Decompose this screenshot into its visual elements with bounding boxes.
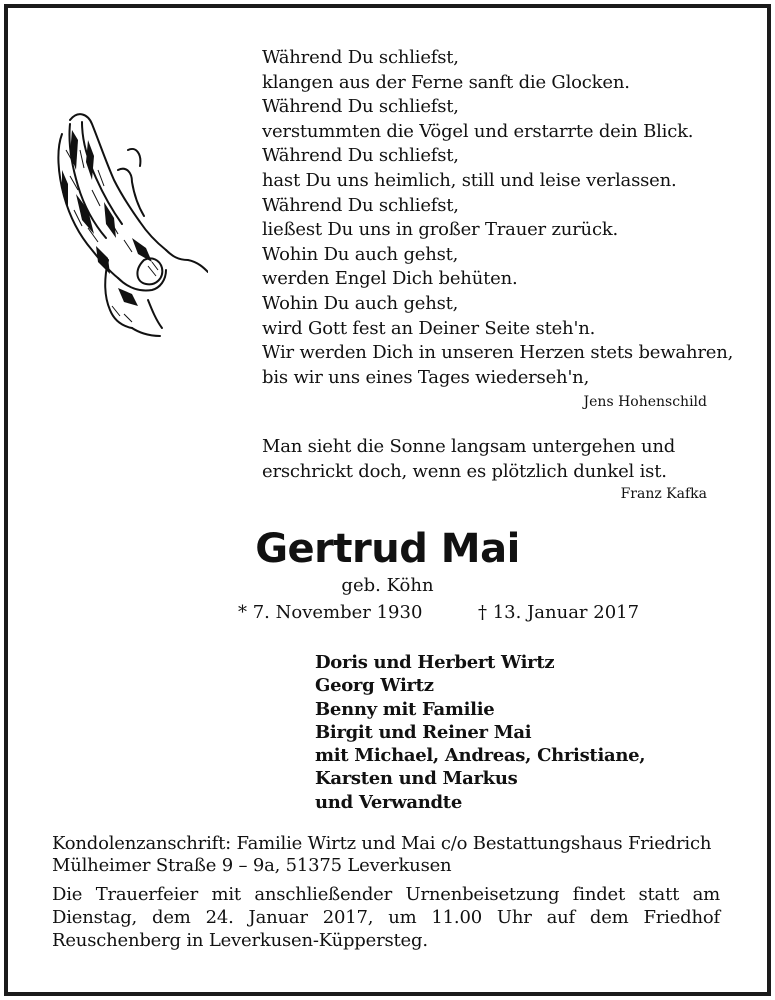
quote (262, 434, 707, 502)
condolence-line: Mülheimer Straße 9 – 9a, 51375 Leverkusen (52, 855, 452, 876)
family-line: Benny mit Familie (315, 698, 495, 720)
family-list (315, 651, 645, 814)
condolence-address (52, 833, 732, 877)
deceased-name: Gertrud Mai (255, 526, 520, 572)
poem-line: ließest Du uns in großer Trauer zurück. (262, 219, 619, 241)
funeral-service-info: Die Trauerfeier mit anschließender Urnenbeisetzung findet statt am Dienstag, dem 24. Januar 2017, um 11.00 Uhr auf dem Friedhof Reuschenberg in Leverkusen-Küppersteg. (52, 884, 720, 951)
poem-author: Jens Hohenschild (583, 394, 707, 411)
poem-line: Wohin Du auch gehst, (262, 243, 459, 265)
death-date: † 13. Januar 2017 (478, 602, 640, 623)
poem-line: Während Du schliefst, (262, 194, 459, 216)
poem-line: wird Gott fest an Deiner Seite steh'n. (262, 317, 596, 339)
quote-line: Man sieht die Sonne langsam untergehen und (262, 436, 676, 457)
family-line: und Verwandte (315, 791, 462, 813)
poem-line: hast Du uns heimlich, still und leise verlassen. (262, 169, 677, 191)
poem (262, 46, 732, 410)
poem-line: Während Du schliefst, (262, 96, 459, 118)
family-line: mit Michael, Andreas, Christiane, (315, 745, 646, 767)
birth-date: * 7. November 1930 (238, 602, 423, 623)
poem-line: werden Engel Dich behüten. (262, 268, 518, 290)
condolence-line: Kondolenzanschrift: Familie Wirtz und Mai c/o Bestattungshaus Friedrich (52, 833, 712, 854)
poem-line: Während Du schliefst, (262, 47, 459, 68)
poem-line: Wohin Du auch gehst, (262, 292, 459, 314)
poem-line: verstummten die Vögel und erstarrte dein Blick. (262, 120, 694, 142)
poem-line: Wir werden Dich in unseren Herzen stets bewahren, (262, 342, 734, 364)
maiden-name: geb. Köhn (341, 575, 434, 596)
family-line: Karsten und Markus (315, 768, 518, 790)
poem-line: Während Du schliefst, (262, 145, 459, 167)
family-line: Doris und Herbert Wirtz (315, 652, 555, 673)
poem-line: bis wir uns eines Tages wiederseh'n, (262, 366, 590, 388)
praying-hands-icon (48, 110, 208, 340)
quote-line: erschrickt doch, wenn es plötzlich dunkel ist. (262, 461, 667, 482)
quote-author: Franz Kafka (620, 486, 707, 502)
family-line: Birgit und Reiner Mai (315, 721, 532, 743)
poem-line: klangen aus der Ferne sanft die Glocken. (262, 71, 630, 93)
family-line: Georg Wirtz (315, 675, 434, 697)
